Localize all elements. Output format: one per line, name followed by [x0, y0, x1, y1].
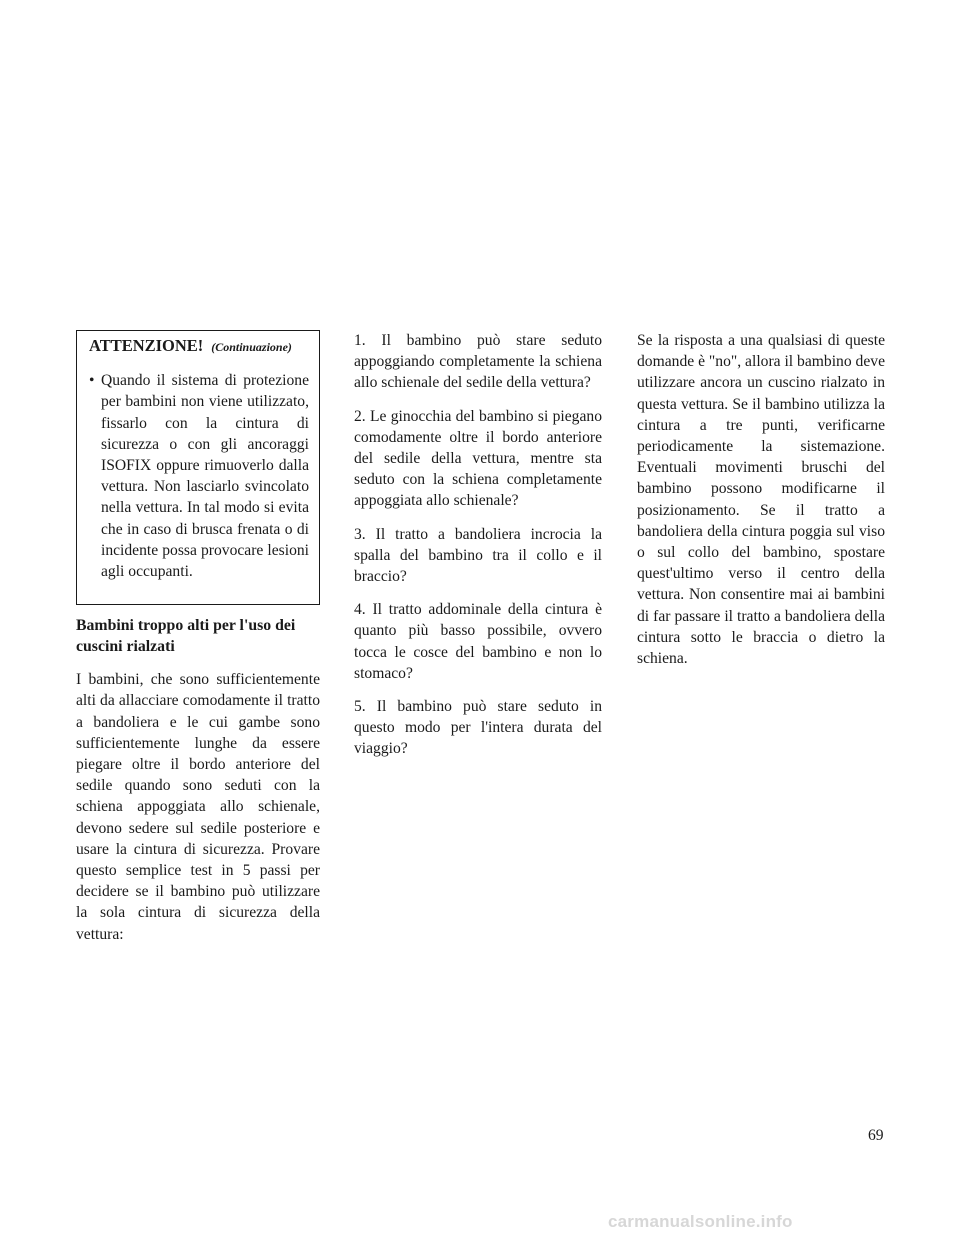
warning-continuation: (Continuazione): [211, 340, 292, 354]
right-column: [637, 330, 885, 681]
page-number: 69: [868, 1127, 884, 1144]
section-intro: I bambini, che sono sufficientemente alti da allacciare comodamente il tratto a bandoliera e le cui gambe sono sufficientemente lunghe da essere piegare oltre il bordo anteriore del sedile quando sono seduti con la schiena appoggiata allo schienale, devono sedere sul sedile posteriore e usare la cintura di sicurezza. Provare questo semplice test in 5 passi per decidere se il bambino può utilizzare la sola cintura di sicurezza della vettura:: [76, 671, 320, 943]
section-heading: Bambini troppo alti per l'uso dei cuscini rialzati: [76, 617, 296, 656]
left-column: [76, 330, 320, 957]
watermark: carmanualsonline.info: [608, 1212, 793, 1231]
warning-box: [76, 330, 320, 605]
step-item: 1. Il bambino può stare seduto appoggiando completamente la schiena allo schienale del sedile della vettura?: [354, 332, 602, 392]
warning-header: [89, 335, 309, 358]
warning-item-text: Quando il sistema di protezione per bambini non viene utilizzato, fissarlo con la cintura di sicurezza o con gli ancoraggi ISOFIX oppure rimuoverlo dalla vettura. Non lasciarlo svincolato nella vettura. In tal modo si evita che in caso di brusca frenata o di incidente possa provocare lesioni agli occupanti.: [101, 372, 309, 581]
step-item: 3. Il tratto a bandoliera incrocia la spalla del bambino tra il collo e il braccio?: [354, 525, 602, 586]
middle-column: [354, 330, 602, 772]
bullet-icon: •: [89, 372, 95, 390]
conclusion-text: Se la risposta a una qualsiasi di queste domande è "no", allora il bambino deve utilizzare ancora un cuscino rialzato in questa vettura. Se il bambino utilizza la cintura a tre punti, verificarne periodicamente la sistemazione. Eventuali movimenti bruschi del bambino possono modificarne il posizionamento. Se il tratto a bandoliera della cintura poggia sul viso o sul collo del bambino, spostare quest'ultimo verso il centro della vettura. Non consentire mai ai bambini di far passare il tratto a bandoliera della cintura sotto le braccia o dietro la schiena.: [637, 332, 885, 668]
step-item: 5. Il bambino può stare seduto in questo modo per l'intera durata del viaggio?: [354, 698, 602, 758]
step-item: 2. Le ginocchia del bambino si piegano comodamente oltre il bordo anteriore del sedile della vettura, mentre sta seduto con la schiena completamente appoggiata allo schienale?: [354, 407, 602, 510]
warning-item: [89, 370, 309, 582]
warning-title: ATTENZIONE!: [89, 336, 204, 355]
step-item: 4. Il tratto addominale della cintura è quanto più basso possibile, ovvero tocca le cosce del bambino e non lo stomaco?: [354, 601, 602, 682]
